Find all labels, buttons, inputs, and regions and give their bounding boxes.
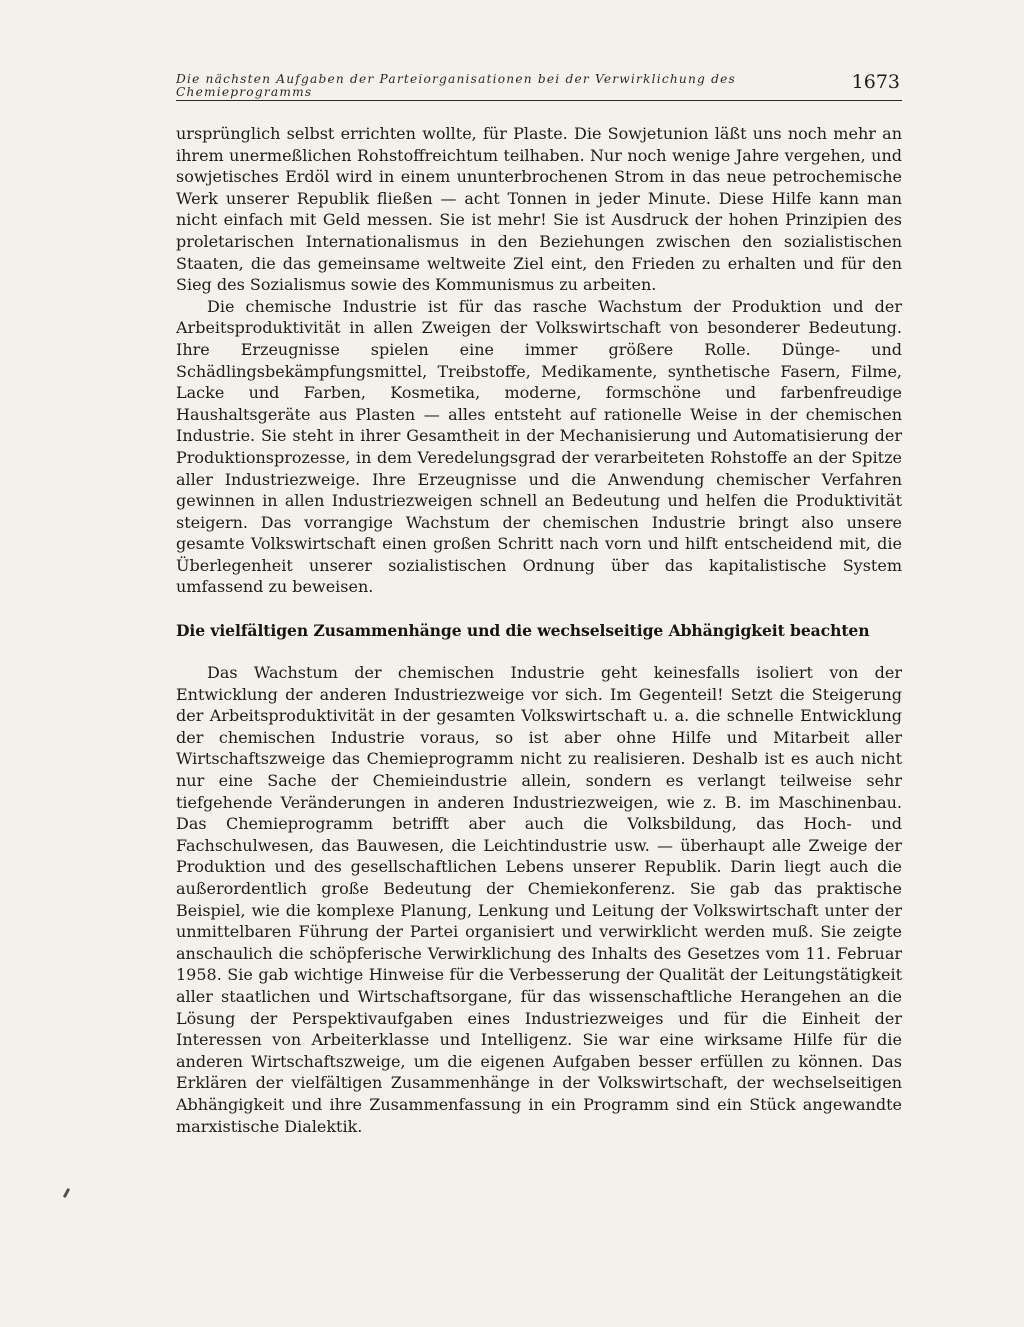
- section-heading: Die vielfältigen Zusammenhänge und die wechselseitige Abhängigkeit beachten: [176, 621, 870, 641]
- paragraph-chemical-industry: Die chemische Industrie ist für das rasche Wachstum der Produktion und der Arbeitsproduktivität in allen Zweigen der Volkswirtschaft von besonderer Bedeutung. Ihre Erzeugnisse spielen eine immer größere Rolle. Dünge- und Schädlingsbekämpfungsmittel, Treibstoffe, Medikamente, synthetische Fasern, Filme, Lacke und Farben, Kosmetika, moderne, formschöne und farbenfreudige Haushaltsgeräte aus Plasten — alles entsteht auf rationelle Weise in der chemischen Industrie. Sie steht in ihrer Gesamtheit in der Mechanisierung und Automatisierung der Produktionsprozesse, in dem Veredelungsgrad der verarbeiteten Rohstoffe an der Spitze aller Industriezweige. Ihre Erzeugnisse und die Anwendung chemischer Verfahren gewinnen in allen Industriezweigen schnell an Bedeutung und helfen die Produktivität steigern. Das vorrangige Wachstum der chemischen Industrie bringt also unsere gesamte Volkswirtschaft einen großen Schritt nach vorn und hilft entscheidend mit, die Überlegenheit unserer sozialistischen Ordnung über das kapitalistische System umfassend zu beweisen.: [176, 296, 902, 597]
- running-header: [176, 70, 902, 101]
- paragraph-continued: ursprünglich selbst errichten wollte, für Plaste. Die Sowjetunion läßt uns noch mehr an ihrem unermeßlichen Rohstoffreichtum teilhaben. Nur noch wenige Jahre vergehen, und sowjetisches Erdöl wird in einem ununterbrochenen Strom in das neue petrochemische Werk unserer Republik fließen — acht Tonnen in jeder Minute. Diese Hilfe kann man nicht einfach mit Geld messen. Sie ist mehr! Sie ist Ausdruck der hohen Prinzipien des proletarischen Internationalismus in den Beziehungen zwischen den sozialistischen Staaten, die das gemeinsame weltweite Ziel eint, den Frieden zu erhalten und für den Sieg des Sozialismus sowie des Kommunismus zu arbeiten.: [176, 124, 902, 295]
- body-text: [176, 123, 902, 1137]
- page-number: 1673: [851, 71, 900, 93]
- stray-ink-mark: [63, 1188, 70, 1198]
- running-header-title: Die nächsten Aufgaben der Parteiorganisationen bei der Verwirklichung des Chemieprogramms: [176, 72, 736, 99]
- paragraph-growth: Das Wachstum der chemischen Industrie geht keinesfalls isoliert von der Entwicklung der anderen Industriezweige vor sich. Im Gegenteil! Setzt die Steigerung der Arbeitsproduktivität in der gesamten Volkswirtschaft u. a. die schnelle Entwicklung der chemischen Industrie voraus, so ist aber ohne Hilfe und Mitarbeit aller Wirtschaftszweige das Chemieprogramm nicht zu realisieren. Deshalb ist es auch nicht nur eine Sache der Chemieindustrie allein, sondern es verlangt teilweise sehr tiefgehende Veränderungen in anderen Industriezweigen, wie z. B. im Maschinenbau. Das Chemieprogramm betrifft aber auch die Volksbildung, das Hoch- und Fachschulwesen, das Bauwesen, die Leichtindustrie usw. — überhaupt alle Zweige der Produktion und des gesellschaftlichen Lebens unserer Republik. Darin liegt auch die außerordentlich große Bedeutung der Chemiekonferenz. Sie gab das praktische Beispiel, wie die komplexe Planung, Lenkung und Leitung der Volkswirtschaft unter der unmittelbaren Führung der Partei organisiert und verwirklicht werden muß. Sie zeigte anschaulich die schöpferische Verwirklichung des Inhalts des Gesetzes vom 11. Februar 1958. Sie gab wichtige Hinweise für die Verbesserung der Qualität der Leitungstätigkeit aller staatlichen und Wirtschaftsorgane, für das wissenschaftliche Herangehen an die Lösung der Perspektivaufgaben eines Industriezweiges und für die Einheit der Interessen von Arbeiterklasse und Intelligenz. Sie war eine wirksame Hilfe für die anderen Wirtschaftszweige, um die eigenen Aufgaben besser erfüllen zu können. Das Erklären der vielfältigen Zusammenhänge in der Volkswirtschaft, der wechselseitigen Abhängigkeit und ihre Zusammenfassung in ein Programm sind ein Stück angewandte marxistische Dialektik.: [176, 663, 902, 1136]
